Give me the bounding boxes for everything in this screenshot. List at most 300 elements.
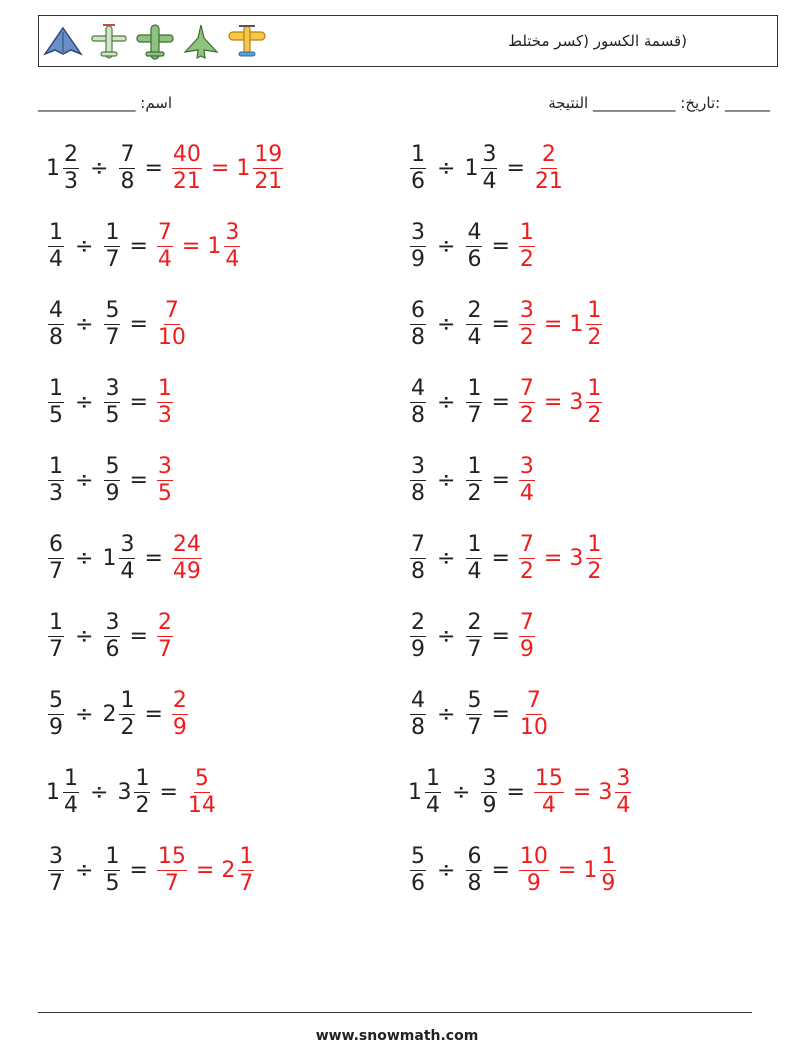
fraction <box>408 534 428 583</box>
numerator: 5 <box>467 688 482 713</box>
fraction-stack <box>172 144 202 193</box>
worksheet-title: (قسمة الكسور (كسر مختلط <box>508 32 687 50</box>
fraction <box>464 534 484 583</box>
denominator: 2 <box>587 403 602 428</box>
fraction-stack <box>600 846 616 895</box>
fraction <box>46 534 66 583</box>
fraction-stack <box>410 534 426 583</box>
fraction-stack <box>48 300 64 349</box>
denominator: 21 <box>172 169 201 194</box>
denominator: 7 <box>467 403 482 428</box>
fraction-stack <box>48 222 64 271</box>
fraction <box>464 300 484 349</box>
fraction-stack <box>253 144 283 193</box>
divide-sign: ÷ <box>90 780 109 805</box>
denominator: 9 <box>601 871 616 896</box>
numerator: 2 <box>467 298 482 323</box>
fraction <box>117 768 152 817</box>
fraction <box>464 846 484 895</box>
divide-sign: ÷ <box>437 858 456 883</box>
division-problem <box>46 300 189 349</box>
fraction-stack <box>63 768 79 817</box>
whole-number: 2 <box>102 702 117 727</box>
equals-sign: = <box>144 702 163 727</box>
denominator: 2 <box>519 559 534 584</box>
green-plane-icon <box>135 22 175 62</box>
denominator: 10 <box>157 325 186 350</box>
division-problem <box>408 612 537 661</box>
fraction <box>46 456 66 505</box>
fraction-stack <box>157 456 173 505</box>
fraction <box>102 300 122 349</box>
denominator: 21 <box>254 169 283 194</box>
plane-icons <box>43 22 267 62</box>
numerator: 4 <box>411 376 425 401</box>
equals-sign: = <box>557 858 577 883</box>
equals-sign: = <box>491 624 510 649</box>
answer-fraction <box>517 456 537 505</box>
fraction <box>102 456 122 505</box>
fraction <box>102 222 122 271</box>
answer-fraction <box>155 300 189 349</box>
denominator: 7 <box>49 871 63 896</box>
numerator: 1 <box>467 376 482 401</box>
fraction-stack <box>466 846 482 895</box>
fraction-stack <box>410 456 426 505</box>
fraction <box>102 534 137 583</box>
answer-fraction <box>155 456 175 505</box>
fraction <box>464 690 484 739</box>
whole-number: 3 <box>569 390 584 415</box>
equals-sign: = <box>491 312 510 337</box>
numerator: 6 <box>411 298 425 323</box>
division-problem <box>408 222 537 271</box>
numerator: 10 <box>519 844 548 869</box>
answer-fraction <box>532 144 566 193</box>
numerator: 2 <box>172 688 187 713</box>
numerator: 15 <box>534 766 563 791</box>
denominator: 2 <box>587 559 602 584</box>
footer-url: www.snowmath.com <box>315 1028 479 1044</box>
numerator: 7 <box>411 532 425 557</box>
equals-sign: = <box>129 468 148 493</box>
denominator: 2 <box>120 715 135 740</box>
whole-number: 1 <box>46 156 60 181</box>
fraction-stack <box>48 378 64 427</box>
numerator: 7 <box>120 142 135 167</box>
numerator: 40 <box>172 142 201 167</box>
denominator: 8 <box>411 325 425 350</box>
answer-fraction <box>583 846 618 895</box>
numerator: 3 <box>225 220 240 245</box>
fraction-stack <box>410 846 426 895</box>
denominator: 9 <box>411 247 425 272</box>
denominator: 4 <box>616 793 631 818</box>
numerator: 5 <box>49 688 63 713</box>
division-problem <box>46 378 175 427</box>
equals-sign: = <box>543 390 563 415</box>
equals-sign: = <box>491 546 510 571</box>
denominator: 8 <box>411 481 425 506</box>
fraction <box>464 222 484 271</box>
fraction-stack <box>187 768 217 817</box>
fraction-stack <box>586 378 602 427</box>
fraction-stack <box>466 222 482 271</box>
division-problem <box>46 846 256 895</box>
fraction-stack <box>48 612 64 661</box>
division-problem <box>408 144 566 193</box>
fraction-stack <box>410 612 426 661</box>
equals-sign: = <box>210 156 230 181</box>
division-problem <box>46 534 204 583</box>
fraction-stack <box>466 690 482 739</box>
stealth-bomber-icon <box>43 22 83 62</box>
numerator: 1 <box>239 844 254 869</box>
answer-fraction <box>155 222 175 271</box>
fraction-stack <box>157 846 187 895</box>
numerator: 4 <box>467 220 482 245</box>
footer-divider <box>38 1012 752 1013</box>
denominator: 8 <box>411 403 425 428</box>
denominator: 10 <box>519 715 548 740</box>
answer-fraction <box>155 378 175 427</box>
numerator: 1 <box>587 298 602 323</box>
fraction-stack <box>172 534 202 583</box>
fraction-stack <box>104 846 120 895</box>
numerator: 7 <box>519 532 534 557</box>
denominator: 9 <box>482 793 497 818</box>
fraction <box>408 846 428 895</box>
numerator: 6 <box>49 532 63 557</box>
denominator: 9 <box>411 637 425 662</box>
denominator: 6 <box>411 871 425 896</box>
denominator: 5 <box>49 403 63 428</box>
numerator: 3 <box>411 454 425 479</box>
fraction <box>408 768 443 817</box>
denominator: 4 <box>120 559 135 584</box>
numerator: 1 <box>49 610 63 635</box>
numerator: 3 <box>411 220 425 245</box>
numerator: 1 <box>587 532 602 557</box>
fraction-stack <box>410 144 426 193</box>
denominator: 5 <box>105 871 120 896</box>
numerator: 1 <box>467 532 482 557</box>
numerator: 3 <box>482 142 497 167</box>
fraction-stack <box>48 690 64 739</box>
fraction-stack <box>481 144 497 193</box>
numerator: 1 <box>519 220 534 245</box>
denominator: 7 <box>467 715 482 740</box>
fraction-stack <box>466 612 482 661</box>
denominator: 7 <box>467 637 482 662</box>
equals-sign: = <box>129 624 148 649</box>
answer-fraction <box>236 144 285 193</box>
denominator: 6 <box>411 169 425 194</box>
equals-sign: = <box>491 234 510 259</box>
fraction-stack <box>48 456 64 505</box>
division-problem <box>408 690 551 739</box>
date-score-label: ______ :تاريخ: ___________ النتيجة <box>548 94 770 112</box>
fraction <box>102 378 122 427</box>
denominator: 4 <box>519 481 534 506</box>
division-problem <box>46 612 175 661</box>
equals-sign: = <box>129 390 148 415</box>
numerator: 7 <box>526 688 541 713</box>
fraction <box>46 144 81 193</box>
divide-sign: ÷ <box>75 312 94 337</box>
numerator: 1 <box>49 220 63 245</box>
numerator: 3 <box>105 610 120 635</box>
equals-sign: = <box>129 312 148 337</box>
divide-sign: ÷ <box>452 780 471 805</box>
numerator: 2 <box>64 142 78 167</box>
denominator: 7 <box>157 637 172 662</box>
division-problem <box>408 300 604 349</box>
fraction-stack <box>410 222 426 271</box>
division-problem <box>46 690 190 739</box>
fraction-stack <box>519 846 549 895</box>
numerator: 6 <box>467 844 482 869</box>
whole-number: 3 <box>598 780 613 805</box>
fraction-stack <box>534 768 564 817</box>
numerator: 7 <box>164 298 179 323</box>
denominator: 2 <box>467 481 482 506</box>
divide-sign: ÷ <box>437 546 456 571</box>
numerator: 7 <box>157 220 172 245</box>
denominator: 4 <box>157 247 172 272</box>
divide-sign: ÷ <box>75 234 94 259</box>
equals-sign: = <box>543 546 563 571</box>
whole-number: 1 <box>102 546 117 571</box>
fraction <box>46 846 66 895</box>
divide-sign: ÷ <box>75 390 94 415</box>
fraction <box>102 612 122 661</box>
fraction-stack <box>48 534 64 583</box>
fraction-stack <box>157 378 173 427</box>
denominator: 9 <box>172 715 187 740</box>
fraction-stack <box>157 222 173 271</box>
equals-sign: = <box>144 156 163 181</box>
fraction-stack <box>519 300 535 349</box>
numerator: 4 <box>411 688 425 713</box>
division-problem <box>408 378 604 427</box>
denominator: 9 <box>49 715 63 740</box>
name-field-label: اسم: _____________ <box>38 94 173 112</box>
fraction <box>46 378 66 427</box>
whole-number: 1 <box>207 234 222 259</box>
denominator: 8 <box>467 871 482 896</box>
fraction <box>479 768 499 817</box>
denominator: 5 <box>157 481 172 506</box>
fraction-stack <box>519 222 535 271</box>
denominator: 9 <box>519 637 534 662</box>
answer-fraction <box>185 768 219 817</box>
fraction <box>408 300 428 349</box>
division-problem <box>46 456 175 505</box>
denominator: 6 <box>467 247 482 272</box>
divide-sign: ÷ <box>437 312 456 337</box>
whole-number: 2 <box>221 858 236 883</box>
numerator: 2 <box>411 610 425 635</box>
denominator: 2 <box>587 325 602 350</box>
fraction-stack <box>534 144 564 193</box>
fraction-stack <box>119 144 135 193</box>
divide-sign: ÷ <box>437 390 456 415</box>
denominator: 3 <box>64 169 78 194</box>
divide-sign: ÷ <box>75 546 94 571</box>
answer-fraction <box>532 768 566 817</box>
answer-fraction <box>517 612 537 661</box>
numerator: 5 <box>105 454 120 479</box>
answer-fraction <box>598 768 633 817</box>
denominator: 8 <box>411 715 425 740</box>
denominator: 49 <box>172 559 201 584</box>
numerator: 4 <box>49 298 63 323</box>
numerator: 15 <box>157 844 186 869</box>
numerator: 1 <box>49 376 63 401</box>
equals-sign: = <box>491 858 510 883</box>
fraction-stack <box>119 690 135 739</box>
divide-sign: ÷ <box>90 156 109 181</box>
fraction-stack <box>104 378 120 427</box>
answer-fraction <box>569 378 604 427</box>
numerator: 1 <box>120 688 135 713</box>
divide-sign: ÷ <box>437 468 456 493</box>
equals-sign: = <box>144 546 163 571</box>
numerator: 1 <box>467 454 482 479</box>
whole-number: 1 <box>569 312 584 337</box>
fraction-stack <box>519 690 549 739</box>
answer-fraction <box>170 144 204 193</box>
denominator: 4 <box>467 325 482 350</box>
fraction-stack <box>104 300 120 349</box>
equals-sign: = <box>506 780 525 805</box>
whole-number: 1 <box>236 156 251 181</box>
fraction-stack <box>410 378 426 427</box>
numerator: 3 <box>157 454 172 479</box>
fraction-stack <box>104 456 120 505</box>
fraction-stack <box>466 456 482 505</box>
numerator: 1 <box>587 376 602 401</box>
fraction <box>117 144 137 193</box>
denominator: 7 <box>164 871 179 896</box>
divide-sign: ÷ <box>75 624 94 649</box>
equals-sign: = <box>572 780 592 805</box>
fraction-stack <box>519 378 535 427</box>
numerator: 2 <box>467 610 482 635</box>
divide-sign: ÷ <box>437 702 456 727</box>
whole-number: 1 <box>408 780 422 805</box>
numerator: 5 <box>105 298 120 323</box>
numerator: 1 <box>105 844 120 869</box>
denominator: 8 <box>49 325 63 350</box>
division-problem <box>46 222 242 271</box>
denominator: 5 <box>105 403 120 428</box>
numerator: 5 <box>411 844 425 869</box>
fraction <box>408 456 428 505</box>
fraction <box>46 300 66 349</box>
equals-sign: = <box>129 858 148 883</box>
fraction <box>408 144 428 193</box>
fraction-stack <box>134 768 150 817</box>
denominator: 2 <box>519 247 534 272</box>
fraction <box>464 456 484 505</box>
fraction-stack <box>238 846 254 895</box>
answer-fraction <box>517 846 551 895</box>
numerator: 1 <box>601 844 616 869</box>
denominator: 7 <box>49 559 63 584</box>
divide-sign: ÷ <box>75 702 94 727</box>
denominator: 7 <box>105 325 120 350</box>
denominator: 4 <box>64 793 78 818</box>
division-problem <box>46 768 219 817</box>
numerator: 3 <box>616 766 631 791</box>
denominator: 2 <box>519 403 534 428</box>
numerator: 1 <box>135 766 150 791</box>
answer-fraction <box>207 222 242 271</box>
fraction <box>464 144 499 193</box>
fraction-stack <box>172 690 188 739</box>
denominator: 3 <box>157 403 172 428</box>
answer-fraction <box>517 300 537 349</box>
denominator: 2 <box>135 793 150 818</box>
fraction <box>408 378 428 427</box>
numerator: 1 <box>64 766 78 791</box>
denominator: 9 <box>526 871 541 896</box>
fraction-stack <box>157 612 173 661</box>
fraction-stack <box>425 768 441 817</box>
denominator: 4 <box>482 169 497 194</box>
fraction-stack <box>410 690 426 739</box>
answer-fraction <box>221 846 256 895</box>
equals-sign: = <box>195 858 215 883</box>
denominator: 4 <box>467 559 482 584</box>
divide-sign: ÷ <box>75 468 94 493</box>
fraction <box>46 612 66 661</box>
fraction-stack <box>104 222 120 271</box>
answer-fraction <box>569 300 604 349</box>
numerator: 3 <box>482 766 497 791</box>
answer-fraction <box>569 534 604 583</box>
equals-sign: = <box>491 468 510 493</box>
numerator: 1 <box>426 766 440 791</box>
denominator: 4 <box>49 247 63 272</box>
fraction <box>46 768 81 817</box>
fraction-stack <box>224 222 240 271</box>
numerator: 3 <box>49 844 63 869</box>
answer-fraction <box>170 690 190 739</box>
equals-sign: = <box>491 702 510 727</box>
whole-number: 3 <box>569 546 584 571</box>
propeller-plane-icon <box>89 22 129 62</box>
yellow-biplane-icon <box>227 22 267 62</box>
fraction-stack <box>157 300 187 349</box>
equals-sign: = <box>159 780 178 805</box>
whole-number: 1 <box>46 780 60 805</box>
fraction-stack <box>519 456 535 505</box>
answer-fraction <box>155 846 189 895</box>
numerator: 1 <box>49 454 63 479</box>
numerator: 3 <box>120 532 135 557</box>
denominator: 7 <box>239 871 254 896</box>
denominator: 4 <box>426 793 440 818</box>
fraction <box>464 378 484 427</box>
answer-fraction <box>517 534 537 583</box>
divide-sign: ÷ <box>437 624 456 649</box>
answer-fraction <box>155 612 175 661</box>
denominator: 8 <box>411 559 425 584</box>
fraction <box>408 690 428 739</box>
